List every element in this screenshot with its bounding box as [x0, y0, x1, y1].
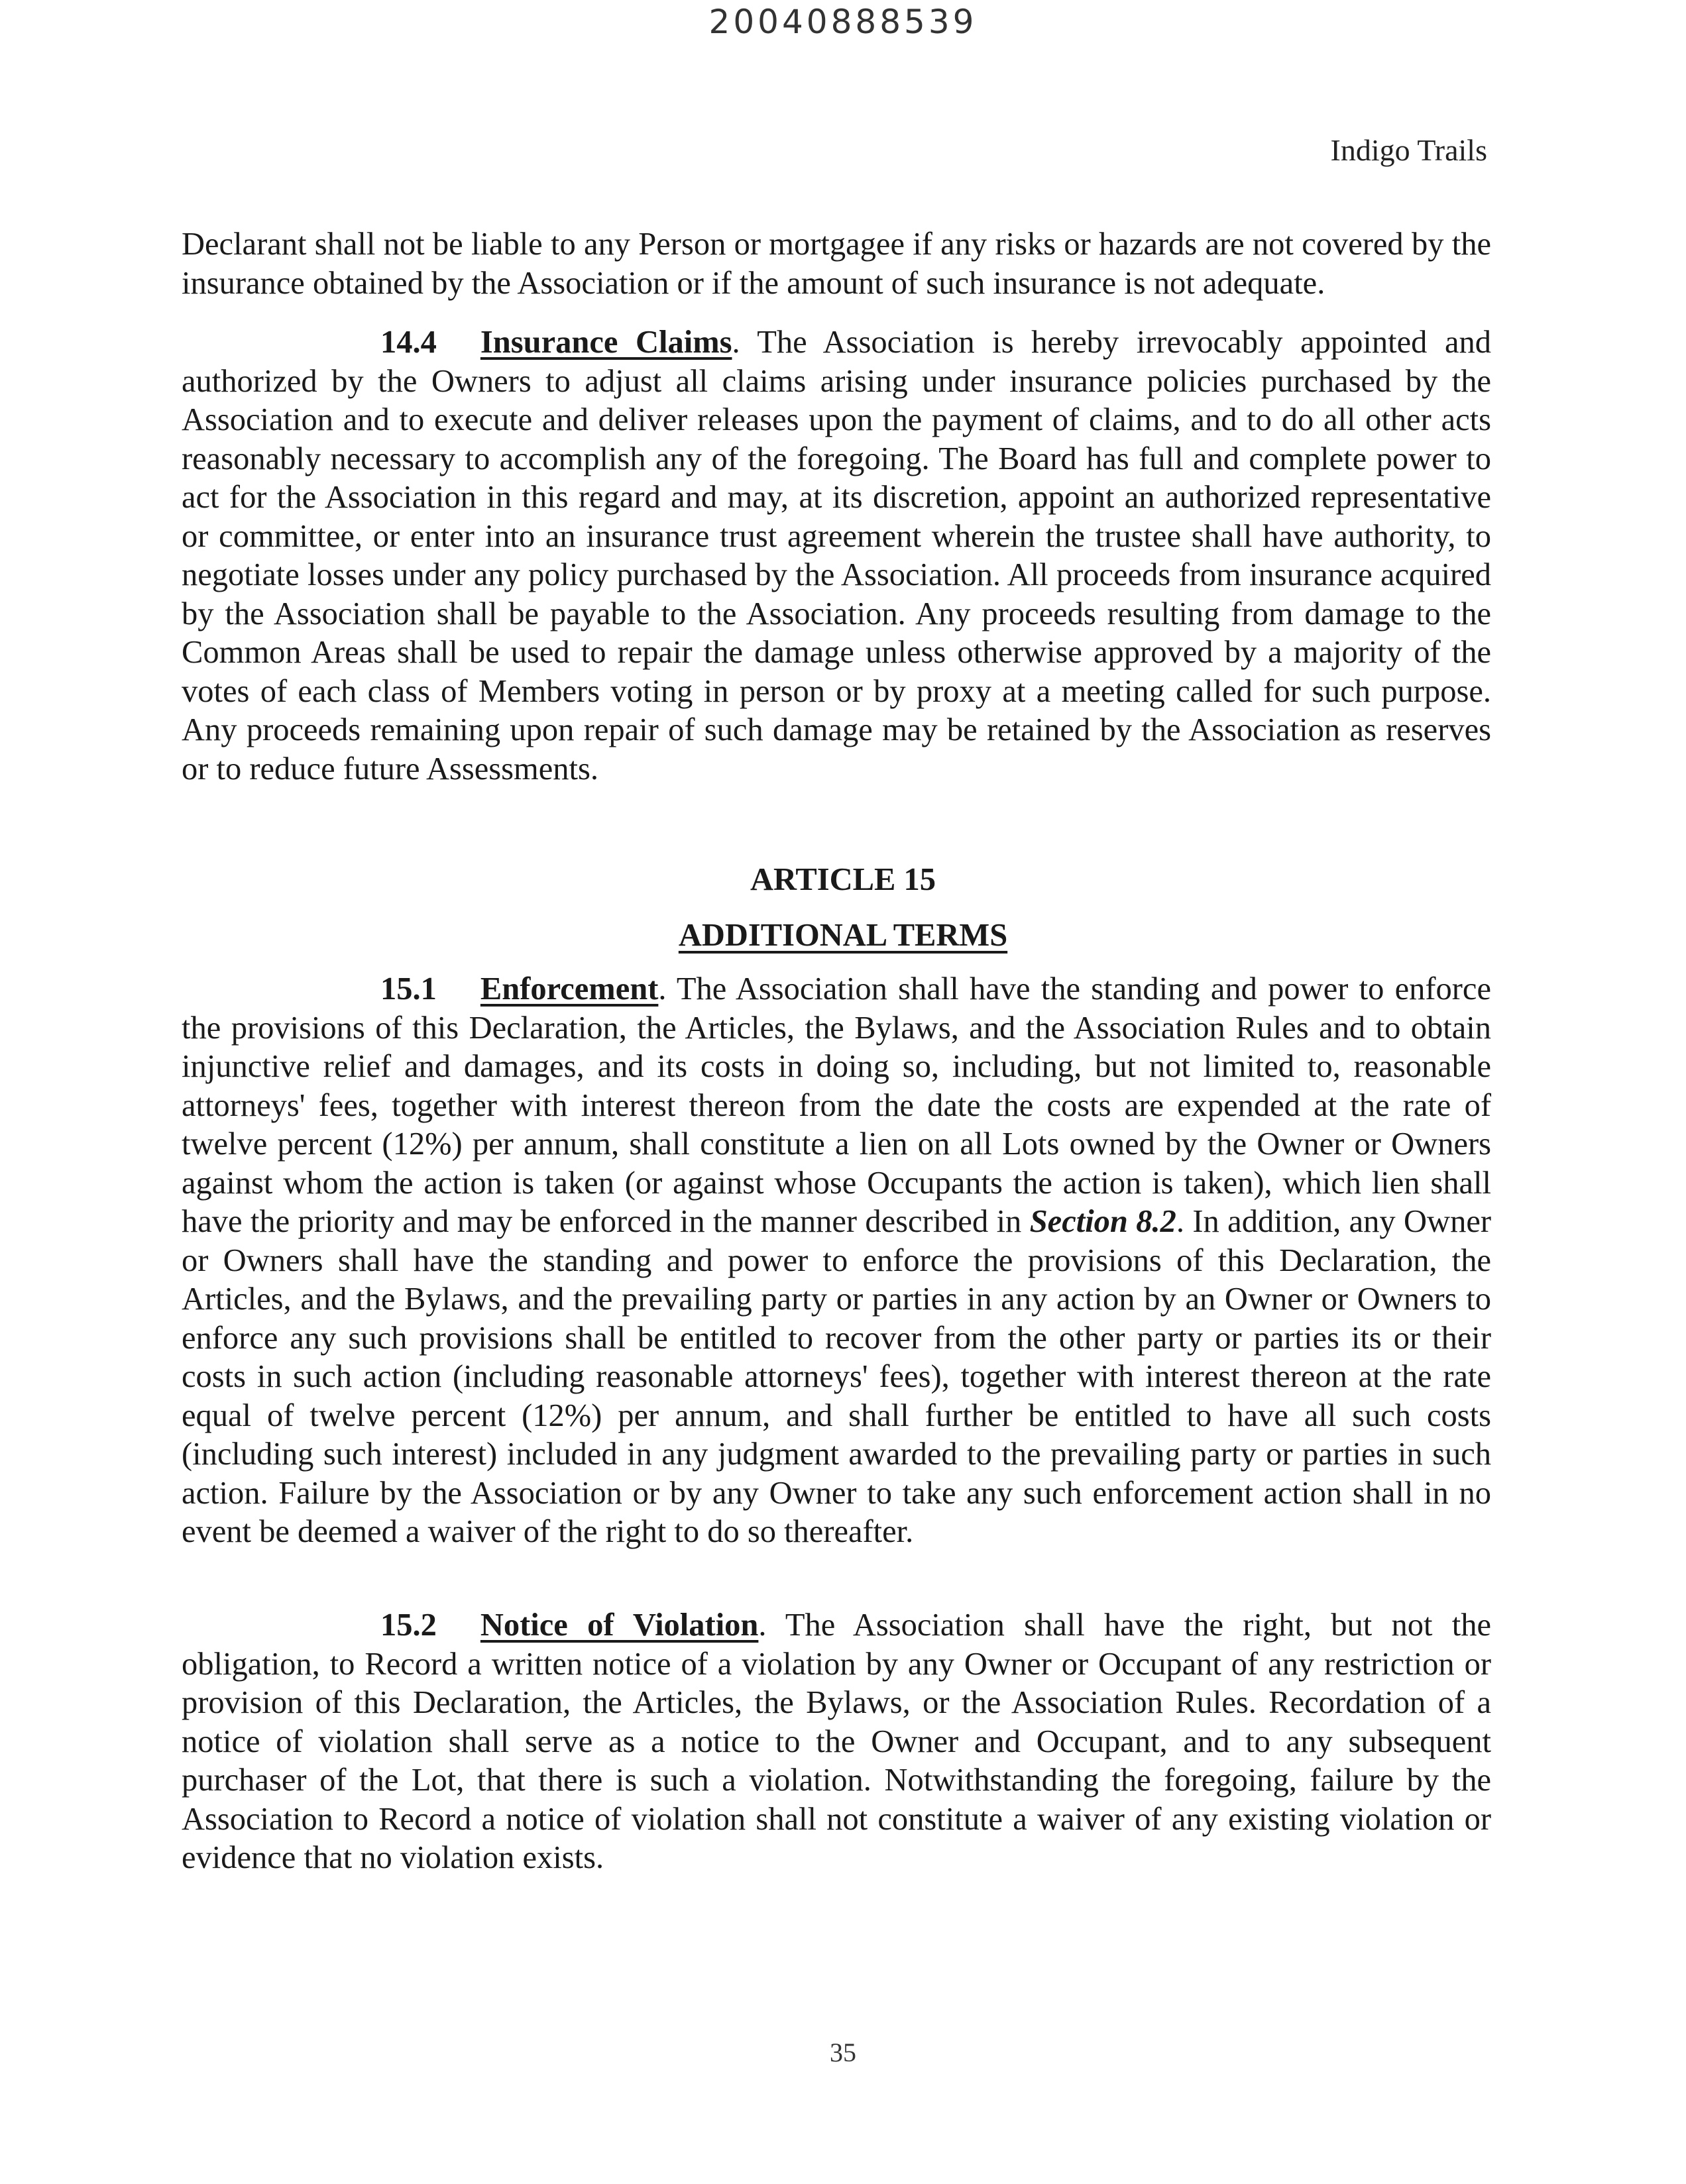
section-title: Notice of Violation [480, 1608, 759, 1643]
paragraph-carryover [182, 225, 1491, 303]
page-number: 35 [830, 2038, 856, 2067]
running-header: Indigo Trails [1330, 133, 1487, 167]
paragraph-text: Declarant shall not be liable to any Person or mortgagee if any risks or hazards are not covered by the insurance obtained by the Association or if the amount of such insurance is not adequate. [182, 227, 1491, 301]
section-title: Insurance Claims [480, 325, 732, 360]
section-14-4 [182, 323, 1491, 789]
section-text-continued: . In addition, any Owner or Owners shall have the standing and power to enforce the provisions of this Declaration, the Articles, and the Bylaws, and the prevailing party or parties in any action by an Owner or Owners to enforce any such provisions shall be entitled to recover from the other party or parties its or their costs in such action (including reasonable attorneys' fees), together with interest thereon at the rate equal of twelve percent (12%) per annum, and shall further be entitled to have all such costs (including such interest) included in any judgment awarded to the prevailing party or parties in such action. Failure by the Association or by any Owner to take any such enforcement action shall in no event be deemed a waiver of the right to do so thereafter. [182, 1204, 1491, 1549]
article-heading: ARTICLE 15 [750, 862, 936, 897]
section-title: Enforcement [480, 971, 659, 1007]
section-reference: Section 8.2 [1029, 1204, 1176, 1239]
section-text: . The Association is hereby irrevocably appointed and authorized by the Owners to adjust all claims arising under insurance policies purchased by the Association and to execute and deliver releases upon the payment of claims, and to do all other acts reasonably necessary to accomplish any of the foregoing. The Board has full and complete power to act for the Association in this regard and may, at its discretion, appoint an authorized representative or committee, or enter into an insurance trust agreement wherein the trustee shall have authority, to negotiate losses under any policy purchased by the Association. All proceeds from insurance acquired by the Association shall be payable to the Association. Any proceeds resulting from damage to the Common Areas shall be used to repair the damage unless otherwise approved by a majority of the votes of each class of Members voting in person or by proxy at a meeting called for such purpose. Any proceeds remaining upon repair of such damage may be retained by the Association as reserves or to reduce future Assessments. [182, 325, 1492, 787]
section-15-1 [182, 970, 1491, 1552]
document-number: 20040888539 [708, 3, 978, 41]
section-15-2 [182, 1606, 1491, 1878]
section-number: 14.4 [380, 325, 437, 360]
section-text: . The Association shall have the right, but not the obligation, to Record a written notice of a violation by any Owner or Occupant of any restriction or provision of this Declaration, the Articles, the Bylaws, or the Association Rules. Recordation of a notice of violation shall serve as a notice to the Owner and Occupant, and to any subsequent purchaser of the Lot, that there is such a violation. Notwithstanding the foregoing, failure by the Association to Record a notice of violation shall not constitute a waiver of any existing violation or evidence that no violation exists. [182, 1608, 1491, 1875]
section-number: 15.1 [380, 971, 437, 1007]
section-number: 15.2 [380, 1608, 437, 1643]
section-text: . The Association shall have the standing and power to enforce the provisions of this Declaration, the Articles, the Bylaws, and the Association Rules and to obtain injunctive relief and damages, and its costs in doing so, including, but not limited to, reasonable attorneys' fees, together with interest thereon from the date the costs are expended at the rate of twelve percent (12%) per annum, shall constitute a lien on all Lots owned by the Owner or Owners against whom the action is taken (or against whose Occupants the action is taken), which lien shall have the priority and may be enforced in the manner described in [182, 971, 1491, 1239]
article-subheading: ADDITIONAL TERMS [678, 918, 1008, 953]
